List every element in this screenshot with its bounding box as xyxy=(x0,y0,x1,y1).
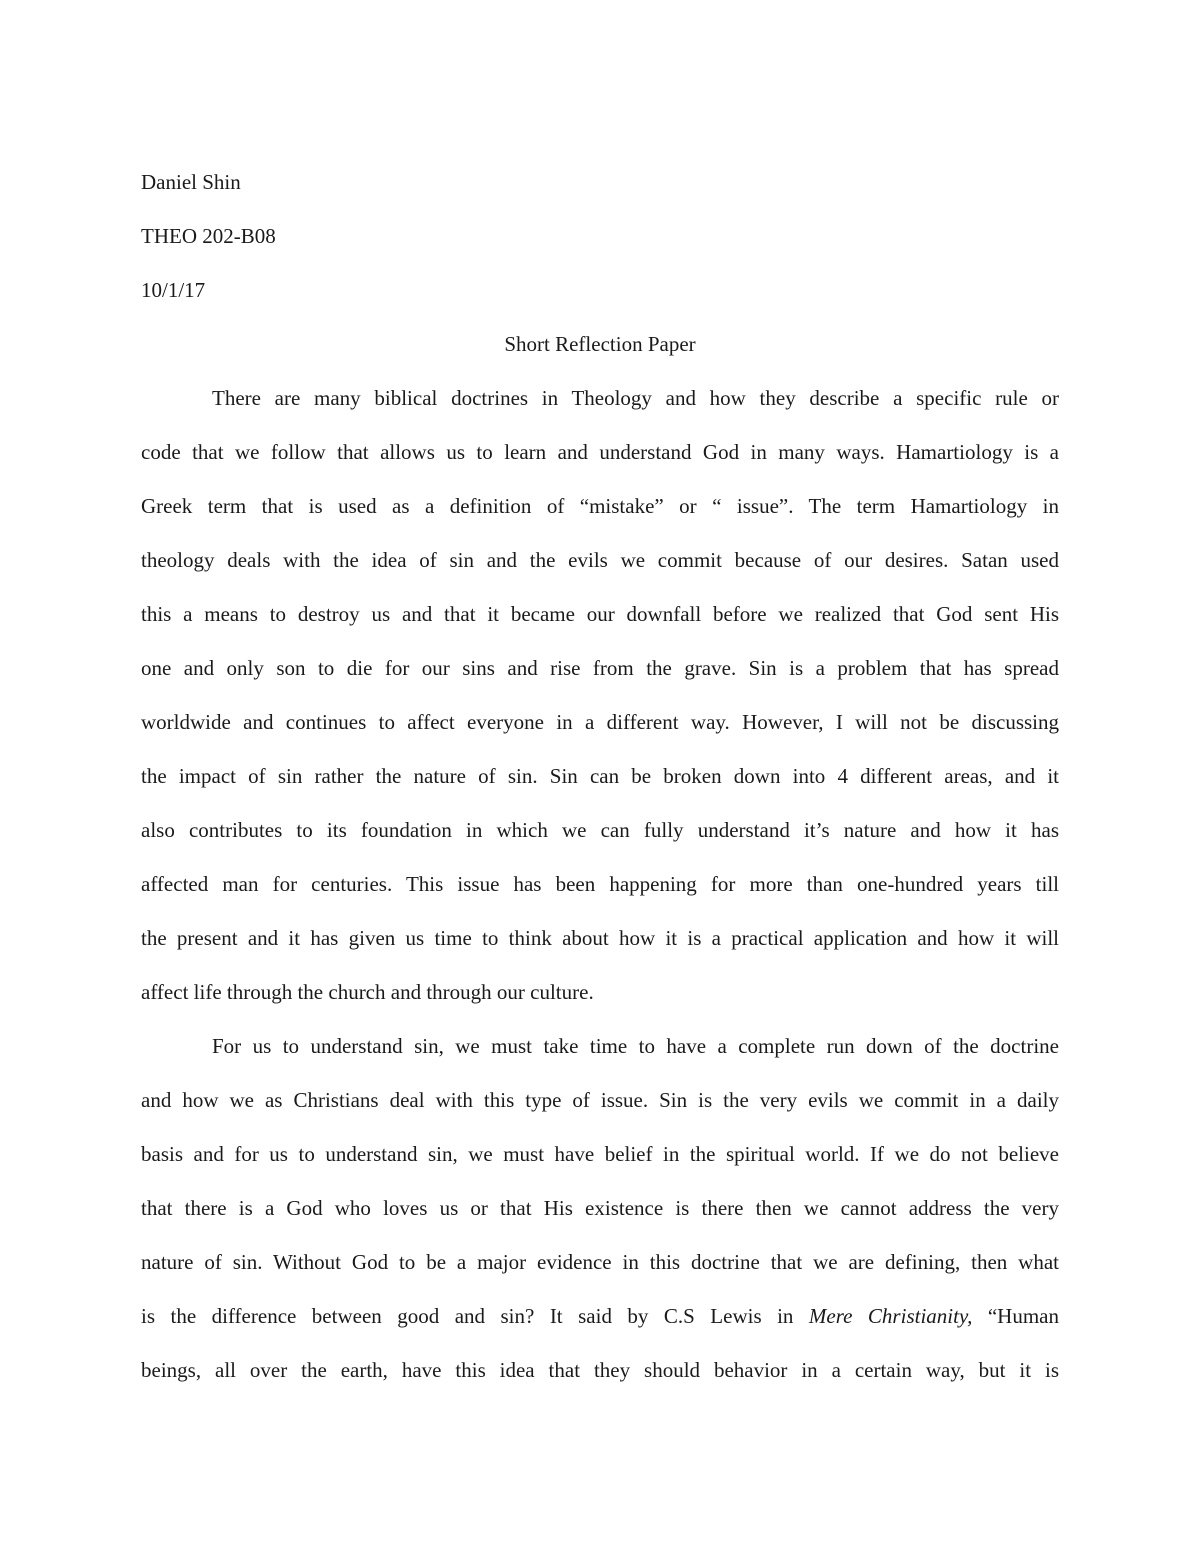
paragraph-text: is the difference between good and sin? It said by C.S Lewis in xyxy=(141,1304,809,1328)
paragraph-line: and how we as Christians deal with this type of issue. Sin is the very evils we commit in a daily xyxy=(141,1088,1059,1112)
course-code: THEO 202-B08 xyxy=(141,224,276,248)
paragraph-line: There are many biblical doctrines in Theology and how they describe a specific rule or xyxy=(212,386,1059,410)
book-title: Mere Christianity, xyxy=(808,1304,973,1328)
paragraph-line: the present and it has given us time to think about how it is a practical application and how it will xyxy=(141,926,1059,950)
paragraph-line xyxy=(141,1303,1059,1329)
paragraph-line: Greek term that is used as a definition of “mistake” or “ issue”. The term Hamartiology in xyxy=(141,494,1059,518)
paragraph-line: worldwide and continues to affect everyone in a different way. However, I will not be discussing xyxy=(141,710,1059,734)
paragraph-line: nature of sin. Without God to be a major evidence in this doctrine that we are defining, then what xyxy=(141,1250,1059,1274)
paragraph-line: basis and for us to understand sin, we must have belief in the spiritual world. If we do not believe xyxy=(141,1142,1059,1166)
paragraph-line: beings, all over the earth, have this idea that they should behavior in a certain way, but it is xyxy=(141,1358,1059,1382)
paragraph-line: affected man for centuries. This issue has been happening for more than one-hundred years till xyxy=(141,872,1059,896)
paragraph-line: affect life through the church and through our culture. xyxy=(141,980,594,1004)
page-title: Short Reflection Paper xyxy=(504,332,696,356)
paragraph-line: For us to understand sin, we must take time to have a complete run down of the doctrine xyxy=(212,1034,1059,1058)
paragraph-line: code that we follow that allows us to learn and understand God in many ways. Hamartiology is a xyxy=(141,440,1059,464)
paragraph-text: “Human xyxy=(972,1304,1059,1328)
paragraph-line: this a means to destroy us and that it became our downfall before we realized that God sent His xyxy=(141,602,1059,626)
paragraph-line: one and only son to die for our sins and rise from the grave. Sin is a problem that has spread xyxy=(141,656,1059,680)
author-name: Daniel Shin xyxy=(141,170,241,194)
paragraph-line: the impact of sin rather the nature of sin. Sin can be broken down into 4 different areas, and it xyxy=(141,764,1059,788)
paragraph-line: that there is a God who loves us or that His existence is there then we cannot address the very xyxy=(141,1196,1059,1220)
paragraph-line: theology deals with the idea of sin and the evils we commit because of our desires. Satan used xyxy=(141,548,1059,572)
paragraph-line: also contributes to its foundation in which we can fully understand it’s nature and how it has xyxy=(141,818,1059,842)
date: 10/1/17 xyxy=(141,278,206,302)
